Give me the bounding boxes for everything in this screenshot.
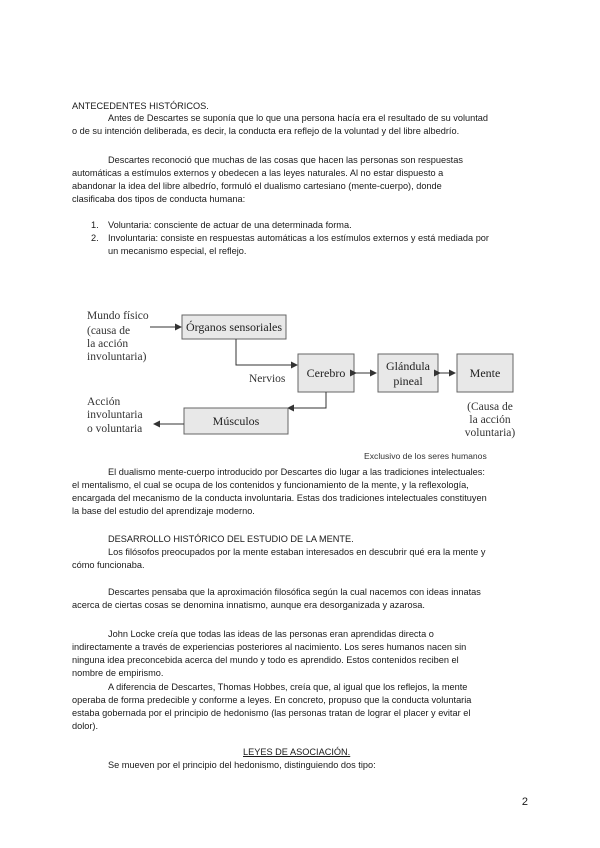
paragraph-line: estaba gobernada por el principio de hedonismo (las personas tratan de lograr el placer y evitar el (72, 708, 471, 718)
label-causa-voluntaria-3: voluntaria) (464, 427, 516, 439)
label-accion-2: involuntaria (87, 409, 143, 421)
paragraph-line: o de su intención deliberada, es decir, la conducta era reflejo de la voluntad y del libre albedrío. (72, 126, 460, 136)
paragraph-line: nombre de empirismo. (72, 668, 164, 678)
arrow-organos-to-cerebro (236, 339, 297, 365)
paragraph-line: Descartes pensaba que la aproximación filosófica según la cual nacemos con ideas innatas (108, 587, 481, 597)
diagram-caption: Exclusivo de los seres humanos (364, 451, 487, 461)
list-number: 2. (91, 233, 99, 243)
label-accion-1: Acción (87, 396, 121, 408)
section-heading-antecedentes: ANTECEDENTES HISTÓRICOS. (72, 101, 209, 111)
paragraph-line: automáticas a estímulos externos y obedecen a las leyes naturales. Al no estar dispuesto a (72, 168, 444, 178)
list-item-involuntaria: Involuntaria: consiste en respuestas automáticas a los estímulos externos y está mediada por (108, 233, 489, 243)
label-causa-voluntaria-2: la acción (469, 414, 511, 426)
label-mundo-fisico-4: involuntaria) (87, 351, 147, 363)
label-mundo-fisico-3: la acción (87, 338, 129, 350)
paragraph-line: el mentalismo, el cual se ocupa de los contenidos y funcionamiento de la mente, y la reflexología, (72, 480, 469, 490)
arrow-cerebro-to-musculos (288, 392, 326, 408)
paragraph-line: clasificaba dos tipos de conducta humana: (72, 194, 246, 204)
label-mente: Mente (469, 366, 501, 380)
label-cerebro: Cerebro (306, 366, 346, 380)
list-item-involuntaria-cont: un mecanismo especial, el reflejo. (108, 246, 247, 256)
label-glandula: Glándula (386, 359, 430, 373)
paragraph-line: El dualismo mente-cuerpo introducido por Descartes dio lugar a las tradiciones intelectuales: (108, 467, 485, 477)
label-pineal: pineal (393, 374, 423, 388)
list-number: 1. (91, 220, 99, 230)
label-organos: Órganos sensoriales (185, 320, 283, 334)
label-causa-voluntaria-1: (Causa de (467, 401, 513, 413)
label-musculos: Músculos (212, 414, 260, 428)
label-mundo-fisico-2: (causa de (87, 325, 131, 337)
label-nervios: Nervios (249, 373, 286, 385)
paragraph-line: A diferencia de Descartes, Thomas Hobbes, creía que, al igual que los reflejos, la mente (108, 682, 468, 692)
paragraph-line: cómo funcionaba. (72, 560, 145, 570)
paragraph-line: Los filósofos preocupados por la mente estaban interesados en descubrir qué era la mente y (108, 547, 486, 557)
label-accion-3: o voluntaria (87, 423, 143, 435)
paragraph-line: encargada del mecanismo de la conducta involuntaria. Estas dos tradiciones intelectuales constituyen (72, 493, 487, 503)
paragraph-line: abandonar la idea del libre albedrío, formuló el dualismo cartesiano (mente-cuerpo), donde (72, 181, 442, 191)
dualism-diagram (80, 300, 540, 450)
page-number: 2 (521, 796, 528, 808)
label-mundo-fisico: Mundo físico (87, 310, 149, 322)
paragraph-line: John Locke creía que todas las ideas de las personas eran aprendidas directa o (108, 629, 434, 639)
paragraph-line: dolor). (72, 721, 99, 731)
list-item-voluntaria: Voluntaria: consciente de actuar de una determinada forma. (108, 220, 352, 230)
paragraph-line: operaba de forma predecible y conforme a leyes. En concreto, propuso que la conducta voluntaria (72, 695, 472, 705)
paragraph-line: la base del estudio del aprendizaje moderno. (72, 506, 255, 516)
paragraph-line: indirectamente a través de experiencias posteriores al nacimiento. Los seres humanos nacen sin (72, 642, 467, 652)
paragraph-line: Se mueven por el principio del hedonismo, distinguiendo dos tipo: (108, 760, 376, 770)
paragraph-line: ninguna idea preconcebida acerca del mundo y todo es aprendido. Estos contenidos reciben el (72, 655, 459, 665)
paragraph-line: Descartes reconoció que muchas de las cosas que hacen las personas son respuestas (108, 155, 463, 165)
section-heading-leyes-asociacion: LEYES DE ASOCIACIÓN. (243, 747, 351, 757)
section-heading-desarrollo: DESARROLLO HISTÓRICO DEL ESTUDIO DE LA MENTE. (108, 534, 354, 544)
paragraph-line: Antes de Descartes se suponía que lo que una persona hacía era el resultado de su voluntad (108, 113, 489, 123)
paragraph-line: acerca de ciertas cosas se denomina innatismo, aunque era desorganizada y azarosa. (72, 600, 425, 610)
